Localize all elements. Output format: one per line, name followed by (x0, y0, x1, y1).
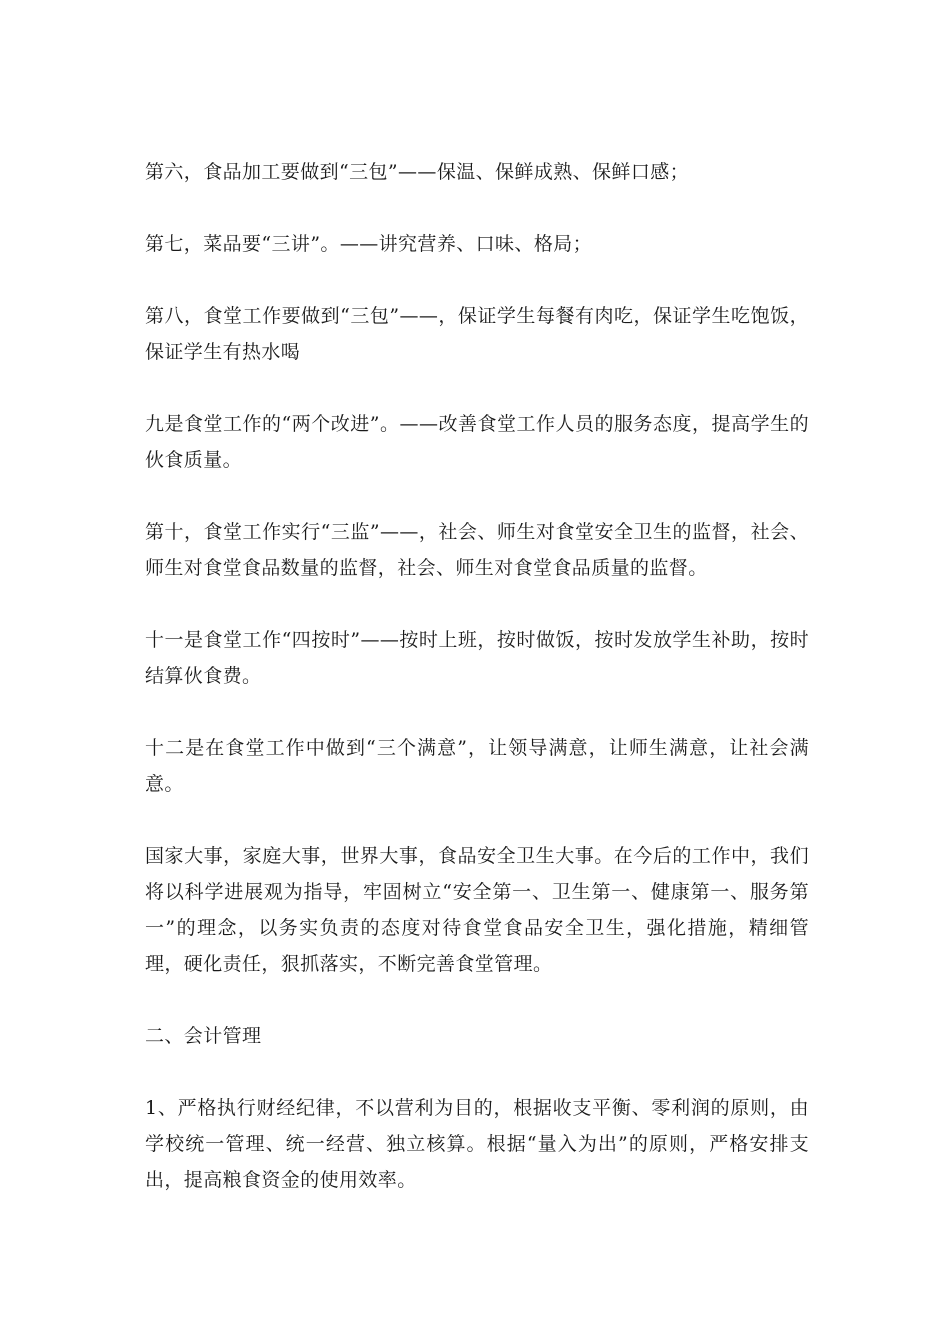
paragraph-item-8: 第八，食堂工作要做到“三包”——，保证学生每餐有肉吃，保证学生吃饱饭，保证学生有热水喝 (145, 305, 809, 363)
paragraph-item-10: 第十，食堂工作实行“三监”——，社会、师生对食堂安全卫生的监督，社会、师生对食堂食品数量的监督，社会、师生对食堂食品质量的监督。 (145, 521, 809, 579)
paragraph-item-11: 十一是食堂工作“四按时”——按时上班，按时做饭，按时发放学生补助，按时结算伙食费。 (145, 629, 809, 687)
paragraph-item-6: 第六，食品加工要做到“三包”——保温、保鲜成熟、保鲜口感； (145, 161, 690, 183)
paragraph-item-12: 十二是在食堂工作中做到“三个满意”，让领导满意，让师生满意，让社会满意。 (145, 737, 809, 795)
document-body (145, 154, 809, 1234)
section-heading-accounting: 二、会计管理 (145, 1025, 262, 1047)
paragraph-item-9: 九是食堂工作的“两个改进”。——改善食堂工作人员的服务态度，提高学生的伙食质量。 (145, 413, 809, 471)
paragraph-summary: 国家大事，家庭大事，世界大事，食品安全卫生大事。在今后的工作中，我们将以科学进展观为指导，牢固树立“安全第一、卫生第一、健康第一、服务第一”的理念，以务实负责的态度对待食堂食品安全卫生，强化措施，精细管理，硬化责任，狠抓落实，不断完善食堂管理。 (145, 845, 809, 975)
paragraph-item-7: 第七，菜品要“三讲”。——讲究营养、口味、格局； (145, 233, 593, 255)
paragraph-accounting-1: 1、严格执行财经纪律，不以营利为目的，根据收支平衡、零利润的原则，由学校统一管理、统一经营、独立核算。根据“量入为出”的原则，严格安排支出，提高粮食资金的使用效率。 (145, 1097, 809, 1191)
